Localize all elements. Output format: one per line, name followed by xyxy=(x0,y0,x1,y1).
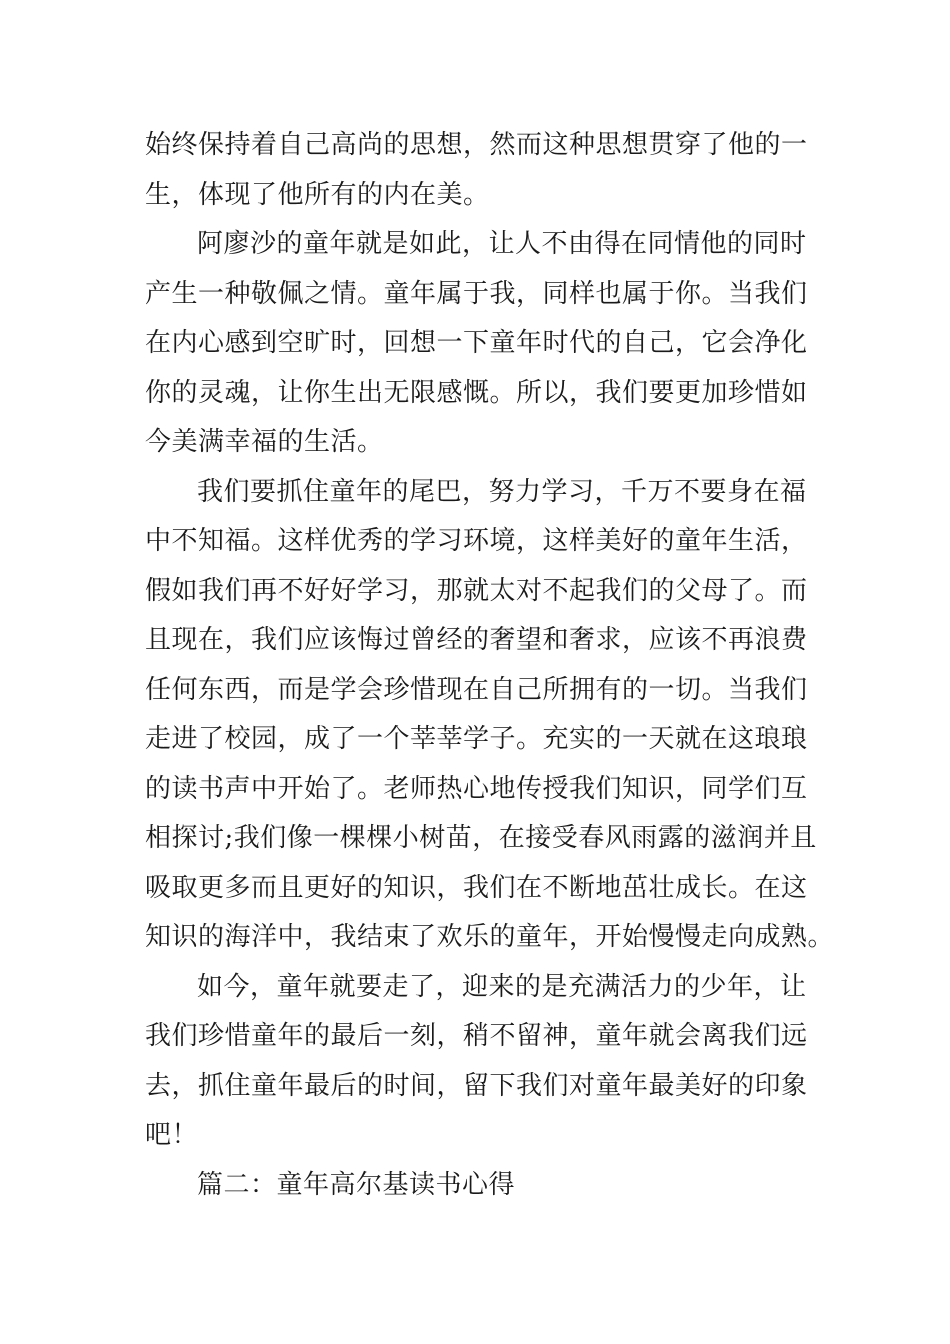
text-line: 今美满幸福的生活。 xyxy=(145,427,384,457)
section-heading: 篇二：童年高尔基读书心得 xyxy=(197,1169,516,1200)
text-line: 任何东西，而是学会珍惜现在自己所拥有的一切。当我们 xyxy=(145,674,808,705)
text-line: 阿廖沙的童年就是如此，让人不由得在同情他的同时 xyxy=(197,229,807,259)
text-line: 中不知福。这样优秀的学习环境，这样美好的童年生活， xyxy=(145,526,808,556)
text-line: 假如我们再不好好学习，那就太对不起我们的父母了。而 xyxy=(145,575,808,606)
document-page xyxy=(145,121,835,1210)
paragraph-1 xyxy=(145,121,809,220)
paragraph-4 xyxy=(145,963,809,1161)
paragraph-3 xyxy=(145,468,835,963)
text-line: 吸取更多而且更好的知识，我们在不断地茁壮成长。在这 xyxy=(145,872,808,903)
text-line: 知识的海洋中，我结束了欢乐的童年，开始慢慢走向成熟。 xyxy=(145,922,835,952)
text-line: 去，抓住童年最后的时间，留下我们对童年最美好的印象 xyxy=(145,1070,808,1101)
text-line: 我们珍惜童年的最后一刻，稍不留神，童年就会离我们远 xyxy=(145,1021,808,1051)
text-line: 如今，童年就要走了，迎来的是充满活力的少年，让 xyxy=(197,971,807,1002)
text-line: 你的灵魂，让你生出无限感慨。所以，我们要更加珍惜如 xyxy=(145,377,808,408)
paragraph-2 xyxy=(145,220,809,468)
text-line: 相探讨;我们像一棵棵小树苗，在接受春风雨露的滋润并且 xyxy=(145,823,817,853)
text-line: 产生一种敬佩之情。童年属于我，同样也属于你。当我们 xyxy=(145,278,808,309)
text-line: 在内心感到空旷时，回想一下童年时代的自己，它会净化 xyxy=(145,328,808,358)
text-line: 且现在，我们应该悔过曾经的奢望和奢求，应该不再浪费 xyxy=(145,625,808,655)
text-line: 生，体现了他所有的内在美。 xyxy=(145,179,490,210)
text-line: 的读书声中开始了。老师热心地传授我们知识，同学们互 xyxy=(145,773,808,804)
text-line: 吧！ xyxy=(145,1120,199,1150)
text-line: 始终保持着自己高尚的思想，然而这种思想贯穿了他的一 xyxy=(145,130,808,160)
text-line: 走进了校园，成了一个莘莘学子。充实的一天就在这琅琅 xyxy=(145,724,808,754)
text-line: 我们要抓住童年的尾巴，努力学习，千万不要身在福 xyxy=(197,476,807,507)
